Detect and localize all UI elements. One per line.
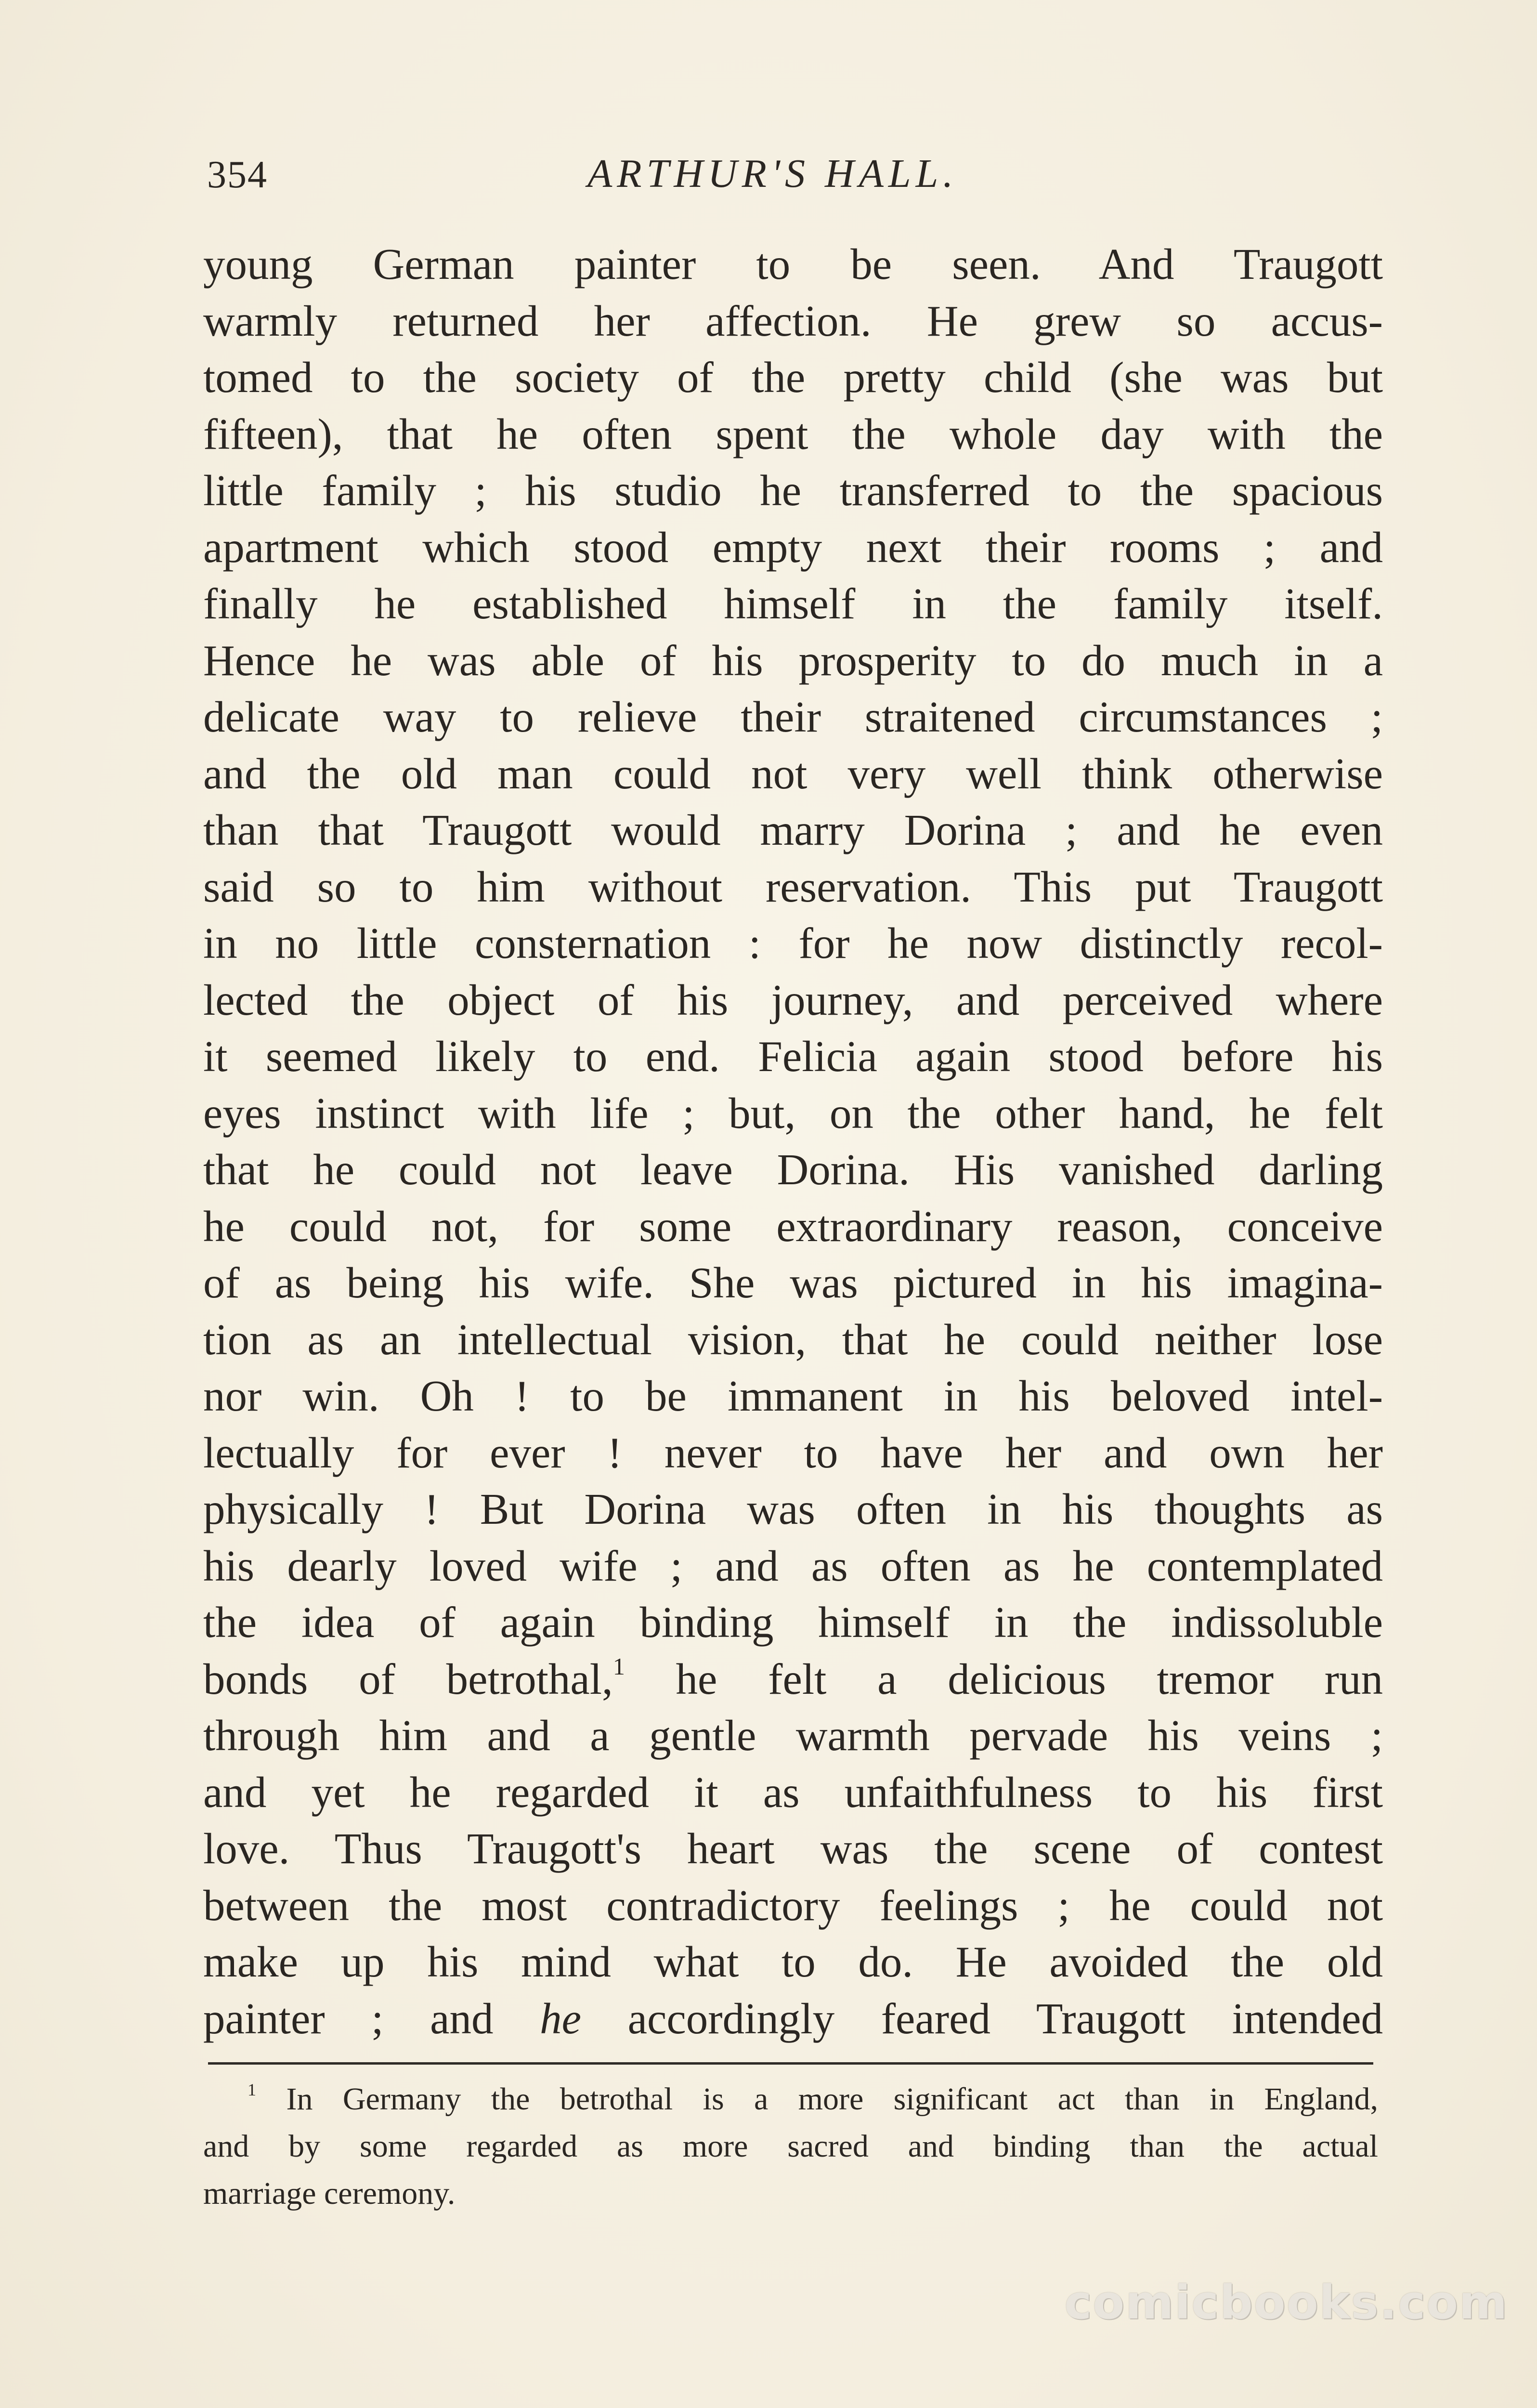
text-line: physically ! But Dorina was often in his thoughts as (203, 1485, 1383, 1533)
watermark-logo: comicbooks.com (1064, 2276, 1508, 2329)
text-line: between the most contradictory feelings ; he could not (203, 1881, 1383, 1930)
text-line: tomed to the society of the pretty child (she was but (203, 353, 1383, 402)
text-line-last (203, 1990, 1383, 2047)
text-line: in no little consternation : for he now distinctly recol- (203, 919, 1383, 968)
text-segment: accordingly feared Traugott intended (581, 1994, 1383, 2043)
footnote-line (203, 2076, 1378, 2123)
text-line: make up his mind what to do. He avoided the old (203, 1937, 1383, 1986)
text-line: tion as an intellectual vision, that he could neither lose (203, 1315, 1383, 1364)
text-line: fifteen), that he often spent the whole day with the (203, 409, 1383, 458)
text-line: his dearly loved wife ; and as often as he contemplated (203, 1541, 1383, 1590)
footnote-line: marriage ceremony. (203, 2176, 456, 2211)
footnote-marker: 1 (247, 2080, 257, 2099)
footnote-text: In Germany the betrothal is a more significant act than in England, (256, 2081, 1378, 2117)
text-line: that he could not leave Dorina. His vanished darling (203, 1145, 1383, 1194)
text-line: little family ; his studio he transferred to the spacious (203, 466, 1383, 515)
text-segment: he felt a delicious tremor run (625, 1654, 1383, 1703)
text-line: apartment which stood empty next their rooms ; and (203, 523, 1383, 572)
footnote-reference: 1 (612, 1652, 625, 1680)
text-line: and the old man could not very well think otherwise (203, 749, 1383, 798)
text-line: warmly returned her affection. He grew so accus- (203, 296, 1383, 345)
footnote-line: and by some regarded as more sacred and binding than the actual (203, 2129, 1378, 2164)
text-line-footnote-ref (203, 1651, 1383, 1708)
text-segment: bonds of betrothal, (203, 1654, 613, 1703)
text-line: lectually for ever ! never to have her and own her (203, 1428, 1383, 1477)
footnote-rule (208, 2062, 1373, 2065)
text-line: than that Traugott would marry Dorina ; and he even (203, 806, 1383, 854)
text-line: lected the object of his journey, and perceived where (203, 975, 1383, 1024)
text-line: through him and a gentle warmth pervade his veins ; (203, 1711, 1383, 1760)
text-line: delicate way to relieve their straitened circumstances ; (203, 693, 1383, 741)
text-line: love. Thus Traugott's heart was the scene of contest (203, 1824, 1383, 1873)
footnote (203, 2076, 1378, 2217)
text-segment: painter ; and (203, 1994, 540, 2043)
running-title: ARTHUR'S HALL. (587, 151, 958, 196)
text-line: he could not, for some extraordinary reason, conceive (203, 1202, 1383, 1251)
text-line: young German painter to be seen. And Traugott (203, 240, 1383, 288)
italic-word: he (540, 1994, 581, 2043)
text-line: it seemed likely to end. Felicia again stood before his (203, 1032, 1383, 1081)
page-number: 354 (207, 154, 268, 196)
body-text (203, 236, 1383, 2047)
text-line: eyes instinct with life ; but, on the other hand, he felt (203, 1088, 1383, 1138)
text-line: finally he established himself in the family itself. (203, 579, 1383, 628)
text-line: and yet he regarded it as unfaithfulness to his first (203, 1767, 1383, 1817)
text-line: said so to him without reservation. This put Traugott (203, 862, 1383, 911)
text-line: nor win. Oh ! to be immanent in his beloved intel- (203, 1372, 1383, 1420)
text-line: of as being his wife. She was pictured in his imagina- (203, 1258, 1383, 1307)
text-line: the idea of again binding himself in the indissoluble (203, 1598, 1383, 1647)
text-line: Hence he was able of his prosperity to do much in a (203, 636, 1383, 685)
